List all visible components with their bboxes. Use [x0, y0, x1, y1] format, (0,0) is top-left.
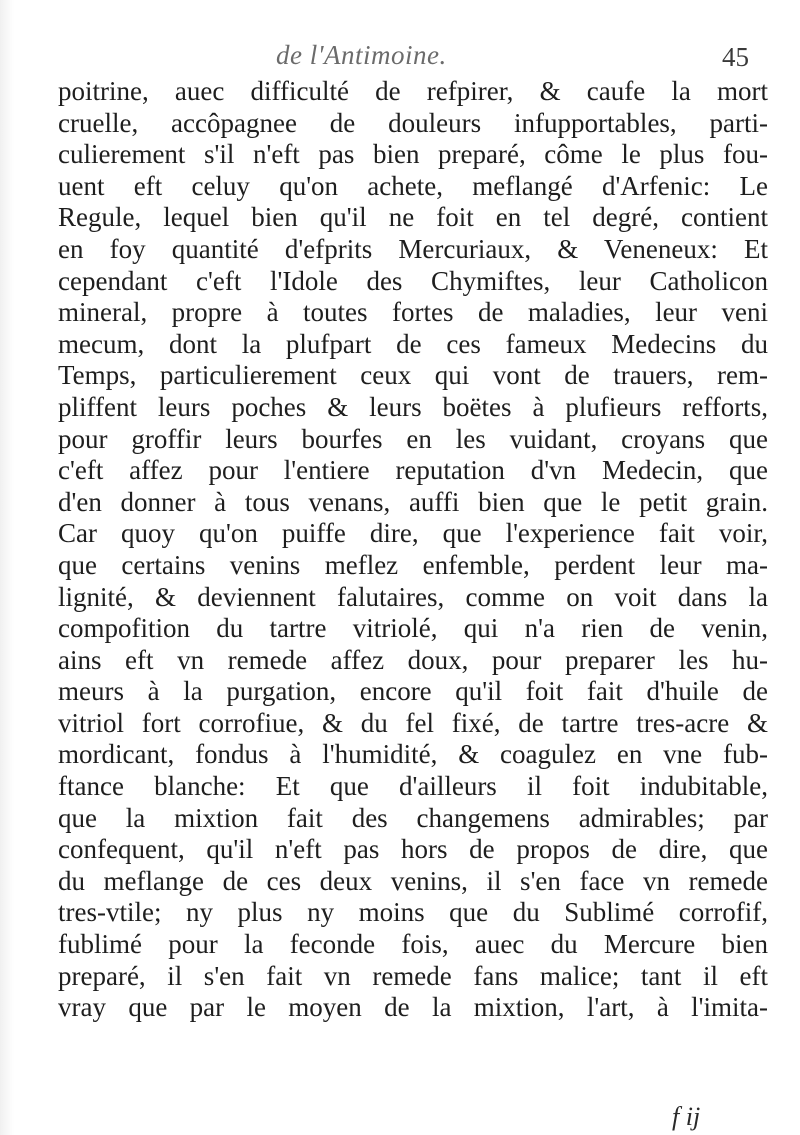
signature-mark: f ij — [672, 1102, 701, 1131]
text-line: vitriol fort corrofiue, & du fel fixé, de tartre tres-acre & — [58, 707, 768, 738]
text-line: culierement s'il n'eft pas bien preparé, côme le plus fou- — [58, 139, 768, 170]
text-line: meurs à la purgation, encore qu'il foit fait d'huile de — [58, 676, 768, 707]
text-line: tres-vtile; ny plus ny moins que du Sublimé corrofif, — [58, 897, 768, 928]
text-line: vray que par le moyen de la mixtion, l'art, à l'imita- — [58, 992, 768, 1023]
text-line: que la mixtion fait des changemens admirables; par — [58, 802, 768, 833]
text-line: que certains venins meflez enfemble, perdent leur ma- — [58, 549, 768, 580]
text-line: Regule, lequel bien qu'il ne foit en tel degré, contient — [58, 202, 768, 233]
text-line: cependant c'eft l'Idole des Chymiftes, leur Catholicon — [58, 265, 768, 296]
page-number: 45 — [722, 42, 749, 72]
running-head: de l'Antimoine. — [276, 40, 447, 70]
text-line: Car quoy qu'on puiffe dire, que l'experience fait voir, — [58, 518, 768, 549]
text-line: uent eft celuy qu'on achete, meflangé d'Arfenic: Le — [58, 170, 768, 201]
text-line: pour groffir leurs bourfes en les vuidant, croyans que — [58, 423, 768, 454]
text-line: du meflange de ces deux venins, il s'en face vn remede — [58, 865, 768, 896]
text-line: ftance blanche: Et que d'ailleurs il foit indubitable, — [58, 771, 768, 802]
text-line: mecum, dont la plufpart de ces fameux Medecins du — [58, 328, 768, 359]
text-line: mineral, propre à toutes fortes de maladies, leur veni — [58, 297, 768, 328]
page-gutter-shadow — [0, 0, 14, 1135]
body-text — [58, 76, 768, 1024]
text-line: mordicant, fondus à l'humidité, & coagulez en vne fub- — [58, 739, 768, 770]
text-line: lignité, & deviennent falutaires, comme on voit dans la — [58, 581, 768, 612]
text-line: cruelle, accôpagnee de douleurs infupportables, parti- — [58, 107, 768, 138]
text-line: confequent, qu'il n'eft pas hors de propos de dire, que — [58, 834, 768, 865]
text-line: poitrine, auec difficulté de refpirer, & caufe la mort — [58, 76, 768, 106]
text-line: pliffent leurs poches & leurs boëtes à plufieurs refforts, — [58, 391, 768, 422]
text-line: Temps, particulierement ceux qui vont de trauers, rem- — [58, 360, 768, 391]
text-line: en foy quantité d'efprits Mercuriaux, & Veneneux: Et — [58, 233, 768, 264]
text-line: preparé, il s'en fait vn remede fans malice; tant il eft — [58, 960, 768, 991]
text-line: compofition du tartre vitriolé, qui n'a rien de venin, — [58, 613, 768, 644]
text-line: ains eft vn remede affez doux, pour preparer les hu- — [58, 644, 768, 675]
text-line: fublimé pour la feconde fois, auec du Mercure bien — [58, 929, 768, 960]
text-line: d'en donner à tous venans, auffi bien que le petit grain. — [58, 486, 768, 517]
text-line: c'eft affez pour l'entiere reputation d'vn Medecin, que — [58, 455, 768, 486]
